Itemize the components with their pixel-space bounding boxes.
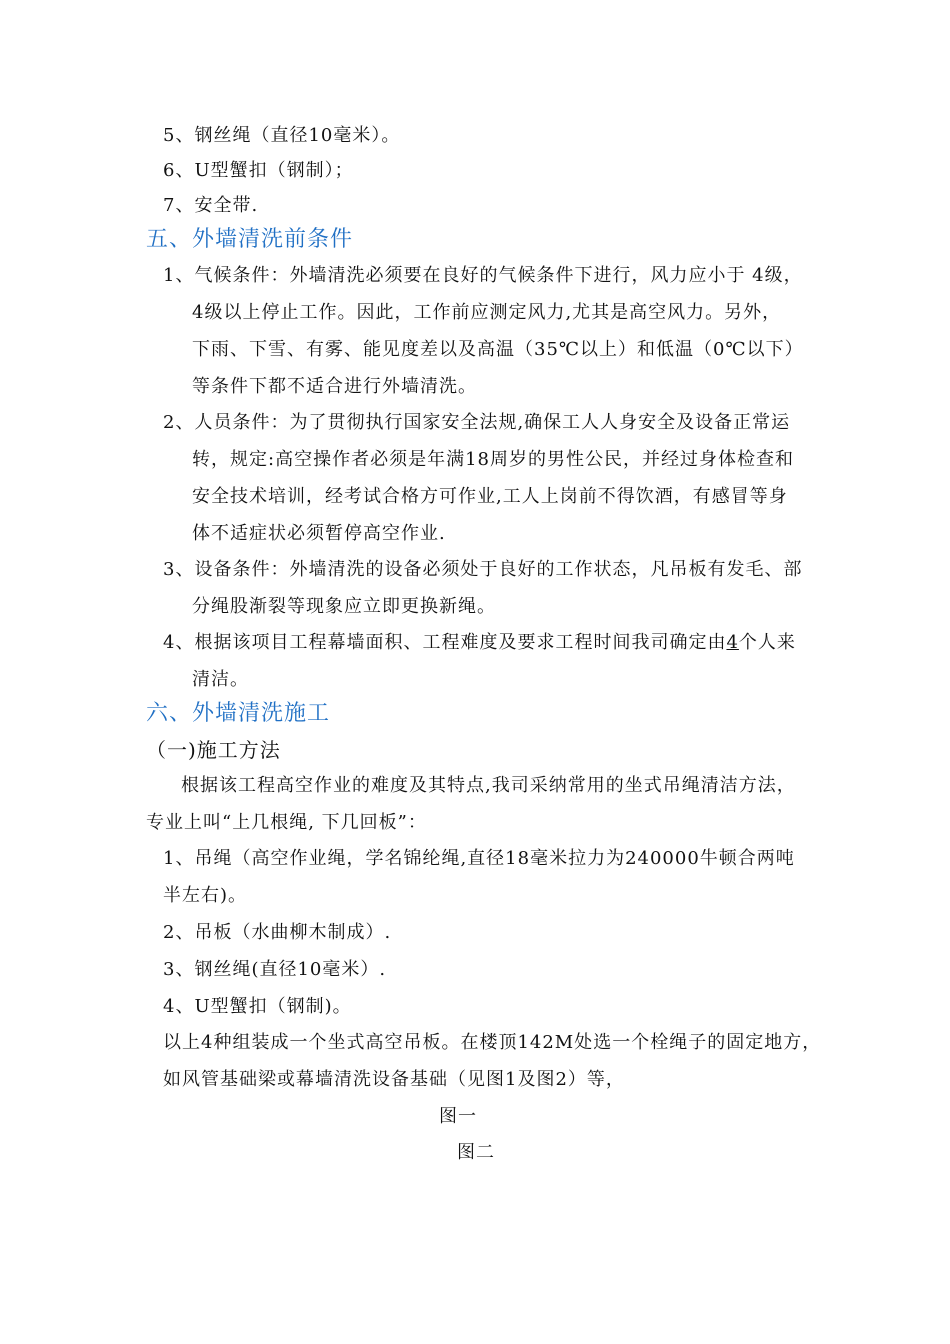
paragraph-line: 分绳股渐裂等现象应立即更换新绳。 (192, 596, 496, 617)
subsection-heading: （一)施工方法 (146, 738, 281, 762)
underlined-number: 4 (726, 632, 739, 653)
paragraph-line: 3、设备条件：外墙清洗的设备必须处于良好的工作状态，凡吊板有发毛、部 (163, 559, 803, 580)
paragraph-line: 下雨、下雪、有雾、能见度差以及高温（35℃以上）和低温（0℃以下） (192, 339, 804, 360)
list-item: 半左右)。 (163, 885, 248, 906)
list-item: 2、吊板（水曲柳木制成）. (163, 922, 392, 943)
paragraph-line: 如风管基础梁或幕墙清洗设备基础（见图1及图2）等， (163, 1069, 625, 1090)
paragraph-line (163, 631, 796, 655)
list-item: 4、U型蟹扣（钢制)。 (163, 996, 352, 1017)
section-heading: 五、外墙清洗前条件 (146, 227, 354, 252)
paragraph-line: 体不适症状必须暂停高空作业. (192, 523, 446, 544)
paragraph-line: 转，规定:高空操作者必须是年满18周岁的男性公民，并经过身体检查和 (192, 449, 794, 470)
list-item: 5、钢丝绳（直径10毫米）。 (163, 125, 401, 146)
paragraph-line: 等条件下都不适合进行外墙清洗。 (192, 376, 477, 397)
paragraph-line: 安全技术培训，经考试合格方可作业,工人上岗前不得饮酒，有感冒等身 (192, 486, 788, 507)
paragraph-line: 4级以上停止工作。因此，工作前应测定风力,尤其是高空风力。另外， (192, 302, 782, 323)
section-heading: 六、外墙清洗施工 (146, 701, 331, 726)
figure-caption: 图二 (457, 1142, 495, 1163)
list-item: 6、U型蟹扣（钢制）； (163, 160, 354, 181)
paragraph-line: 清洁。 (192, 669, 249, 690)
figure-caption: 图一 (439, 1106, 477, 1127)
list-item: 7、安全带. (163, 195, 259, 216)
text-segment: 个人来 (738, 632, 796, 653)
text-segment: 4、根据该项目工程幕墙面积、工程难度及要求工程时间我司确定由 (163, 632, 727, 653)
paragraph-line: 2、人员条件：为了贯彻执行国家安全法规,确保工人人身安全及设备正常运 (163, 412, 791, 433)
paragraph-line: 以上4种组装成一个坐式高空吊板。在楼顶142M处选一个栓绳子的固定地方， (163, 1032, 822, 1053)
list-item: 1、吊绳（高空作业绳，学名锦纶绳,直径18毫米拉力为240000牛顿合两吨 (163, 848, 795, 869)
paragraph-line: 根据该工程高空作业的难度及其特点,我司采纳常用的坐式吊绳清洁方法， (181, 775, 796, 796)
list-item: 3、钢丝绳(直径10毫米）. (163, 959, 387, 980)
paragraph-line: 1、气候条件：外墙清洗必须要在良好的气候条件下进行，风力应小于 4级， (163, 265, 803, 286)
paragraph-line: 专业上叫“上几根绳, 下几回板”： (146, 812, 427, 833)
